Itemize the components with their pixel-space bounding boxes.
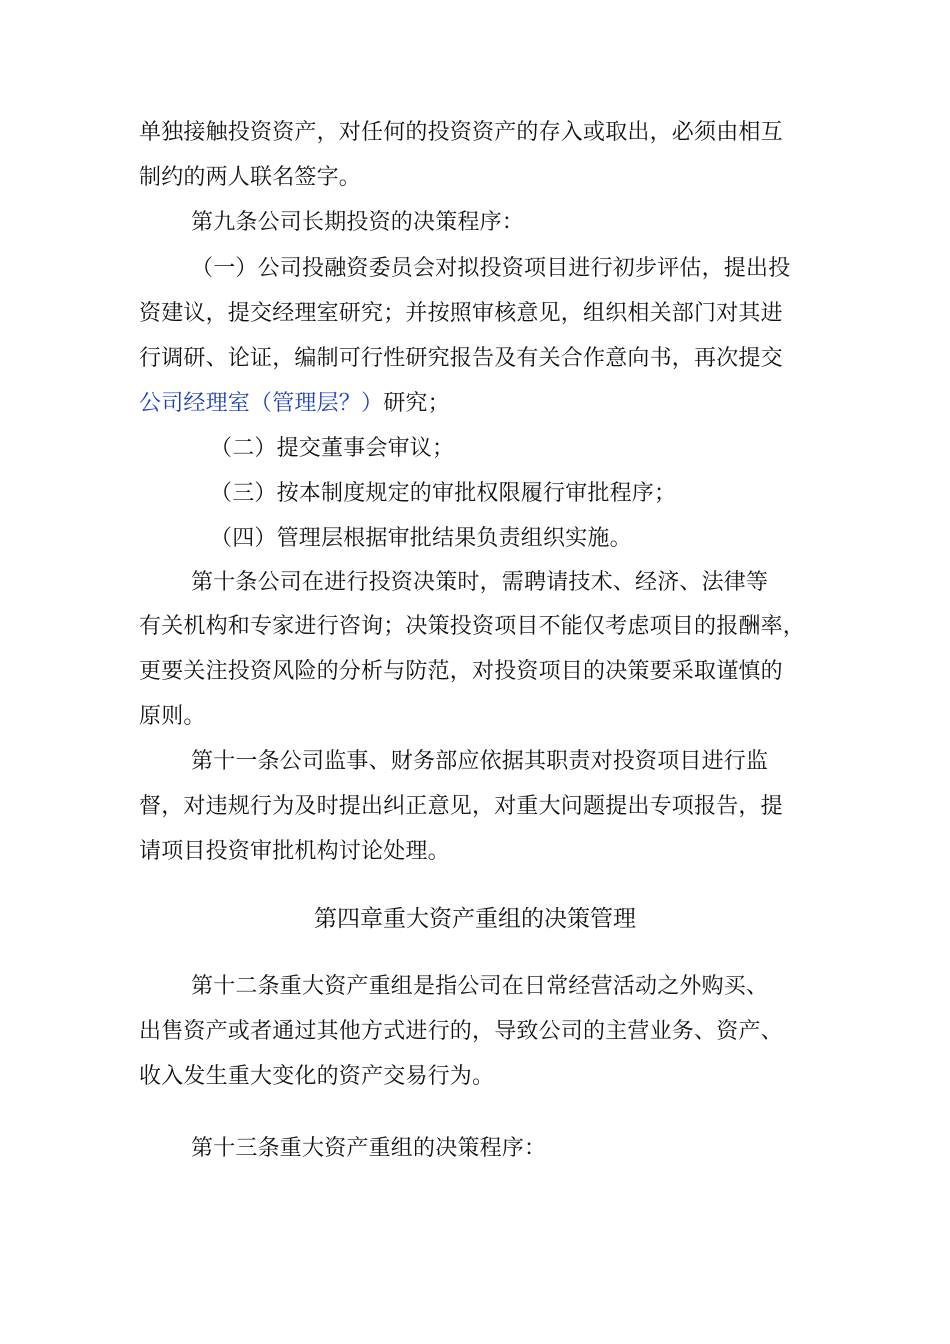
paragraph-line: 第十二条重大资产重组是指公司在日常经营活动之外购买、 xyxy=(191,974,769,999)
paragraph-line: 第十条公司在进行投资决策时，需聘请技术、经济、法律等 xyxy=(191,570,769,595)
paragraph-line xyxy=(139,389,450,419)
chapter-heading: 第四章重大资产重组的决策管理 xyxy=(314,906,636,932)
article-13-title: 第十三条重大资产重组的决策程序： xyxy=(191,1136,547,1161)
paragraph-line: 资建议，提交经理室研究；并按照审核意见，组织相关部门对其进 xyxy=(139,301,783,326)
paragraph-line: 督，对违规行为及时提出纠正意见，对重大问题提出专项报告，提 xyxy=(139,794,783,819)
article-9-title: 第九条公司长期投资的决策程序： xyxy=(191,210,525,235)
paragraph-line: 制约的两人联名签字。 xyxy=(139,165,362,190)
highlighted-text: 公司经理室（管理层？） xyxy=(139,391,384,416)
list-item: （三）按本制度规定的审批权限履行审批程序； xyxy=(210,481,677,506)
paragraph-line: 行调研、论证，编制可行性研究报告及有关合作意向书，再次提交 xyxy=(139,346,783,371)
paragraph-text: 研究； xyxy=(383,391,450,416)
paragraph-line: 更要关注投资风险的分析与防范，对投资项目的决策要采取谨慎的 xyxy=(139,659,783,684)
paragraph-line: （一）公司投融资委员会对拟投资项目进行初步评估，提出投 xyxy=(191,256,791,281)
list-item: （四）管理层根据审批结果负责组织实施。 xyxy=(210,526,632,551)
paragraph-line: 原则。 xyxy=(139,704,206,729)
paragraph-line: 有关机构和专家进行咨询；决策投资项目不能仅考虑项目的报酬率， xyxy=(139,614,806,639)
paragraph-line: 单独接触投资资产，对任何的投资资产的存入或取出，必须由相互 xyxy=(139,120,783,145)
paragraph-line: 出售资产或者通过其他方式进行的，导致公司的主营业务、资产、 xyxy=(139,1019,783,1044)
paragraph-line: 请项目投资审批机构讨论处理。 xyxy=(139,839,450,864)
paragraph-line: 收入发生重大变化的资产交易行为。 xyxy=(139,1064,495,1089)
list-item: （二）提交董事会审议； xyxy=(210,436,455,461)
paragraph-line: 第十一条公司监事、财务部应依据其职责对投资项目进行监 xyxy=(191,749,769,774)
